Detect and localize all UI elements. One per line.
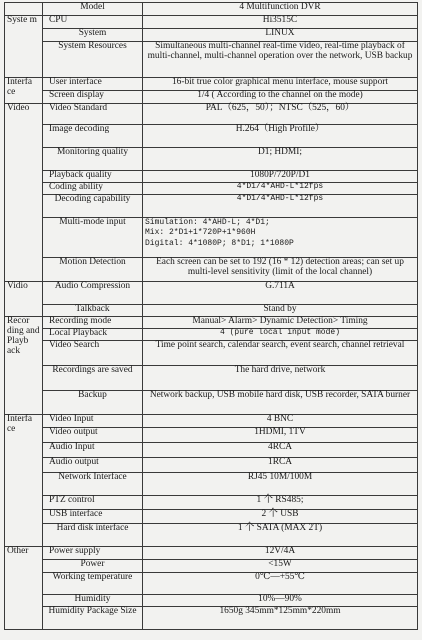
- spec-row-power: [5, 560, 418, 573]
- spec-label: Video Search: [43, 341, 143, 366]
- spec-row-recordings-saved: [5, 366, 418, 391]
- spec-label: Model: [43, 3, 143, 16]
- spec-value: 1RCA: [143, 458, 418, 473]
- category-vidio: Vidio: [5, 282, 43, 317]
- spec-label: Video Input: [43, 415, 143, 428]
- spec-value: 1080P/720P/D1: [143, 171, 418, 183]
- spec-label: Humidity Package Size: [43, 607, 143, 630]
- spec-label: System: [43, 29, 143, 42]
- spec-row-audio-compression: [5, 282, 418, 305]
- spec-label: Hard disk interface: [43, 524, 143, 547]
- spec-value: PAL（625，50）；NTSC（525，60）: [143, 104, 418, 125]
- spec-label: Screen display: [43, 91, 143, 104]
- spec-label: USB interface: [43, 510, 143, 524]
- category-other: Other: [5, 547, 43, 630]
- spec-value: Stand by: [143, 305, 418, 317]
- category-system: Syste m: [5, 16, 43, 78]
- spec-value: G.711A: [143, 282, 418, 305]
- spec-row-local-playback: [5, 329, 418, 341]
- spec-row-recording-mode: [5, 317, 418, 329]
- spec-value-multiline: [143, 218, 418, 258]
- spec-row-video-standard: [5, 104, 418, 125]
- spec-value: 4RCA: [143, 443, 418, 458]
- spec-label: Recordings are saved: [43, 366, 143, 391]
- spec-value: Network backup, USB mobile hard disk, USB recorder, SATA burner: [143, 391, 418, 415]
- spec-label: Audio Compression: [43, 282, 143, 305]
- spec-value: Time point search, calendar search, event search, channel retrieval: [143, 341, 418, 366]
- spec-value: Manual> Alarm> Dynamic Detection> Timing: [143, 317, 418, 329]
- spec-label: CPU: [43, 16, 143, 29]
- spec-label: User interface: [43, 78, 143, 91]
- spec-row-audio-output: [5, 458, 418, 473]
- spec-value: 4*D1/4*AHD-L*12fps: [143, 183, 418, 195]
- spec-row-backup: [5, 391, 418, 415]
- spec-value: 10%—90%: [143, 595, 418, 607]
- category-recording-playback: Recor ding and Playb ack: [5, 317, 43, 415]
- spec-row-usb-interface: [5, 510, 418, 524]
- spec-label: Image decoding: [43, 125, 143, 148]
- spec-label: Monitoring quality: [43, 148, 143, 171]
- spec-row-talkback: [5, 305, 418, 317]
- spec-value: 16-bit true color graphical menu interface, mouse support: [143, 78, 418, 91]
- spec-row-working-temperature: [5, 573, 418, 595]
- spec-row-screen-display: [5, 91, 418, 104]
- spec-value: 1 个 SATA (MAX 2T): [143, 524, 418, 547]
- spec-value: Hi3515C: [143, 16, 418, 29]
- spec-value: H.264（High Profile）: [143, 125, 418, 148]
- spec-row-network-interface: [5, 473, 418, 496]
- spec-label: Audio Input: [43, 443, 143, 458]
- spec-row-decoding-capability: [5, 195, 418, 218]
- spec-value: D1; HDMI;: [143, 148, 418, 171]
- spec-table: [4, 2, 418, 630]
- spec-label: PTZ control: [43, 496, 143, 510]
- spec-label: Power: [43, 560, 143, 573]
- spec-label: System Resources: [43, 42, 143, 78]
- spec-label: Playback quality: [43, 171, 143, 183]
- spec-row-monitoring-quality: [5, 148, 418, 171]
- spec-value: 4 BNC: [143, 415, 418, 428]
- spec-value: 2 个 USB: [143, 510, 418, 524]
- spec-label: Coding ability: [43, 183, 143, 195]
- spec-row-playback-quality: [5, 171, 418, 183]
- spec-value: 12V/4A: [143, 547, 418, 560]
- spec-value: 1/4 ( According to the channel on the mode): [143, 91, 418, 104]
- spec-value: 1HDMI, 1TV: [143, 428, 418, 443]
- spec-label: Motion Detection: [43, 258, 143, 282]
- spec-row-model: [5, 3, 418, 16]
- spec-row-power-supply: [5, 547, 418, 560]
- spec-label: Humidity: [43, 595, 143, 607]
- spec-row-user-interface: [5, 78, 418, 91]
- spec-value: 4*D1/4*AHD-L*12fps: [143, 195, 418, 218]
- spec-row-package-size: [5, 607, 418, 630]
- spec-row-system-resources: [5, 42, 418, 78]
- value-line: Mix: 2*D1+1*720P+1*960H: [145, 228, 256, 238]
- value-line: Simulation: 4*AHD-L; 4*D1;: [145, 218, 270, 227]
- spec-row-humidity: [5, 595, 418, 607]
- category-video: Video: [5, 104, 43, 282]
- category-interface: Interfa ce: [5, 78, 43, 104]
- spec-value: 1 个 RS485;: [143, 496, 418, 510]
- spec-value: RJ45 10M/100M: [143, 473, 418, 496]
- spec-row-coding-ability: [5, 183, 418, 195]
- spec-value: 1650g 345mm*125mm*220mm: [143, 607, 418, 630]
- spec-row-motion-detection: [5, 258, 418, 282]
- spec-row-system: [5, 29, 418, 42]
- category-cell-blank: [5, 3, 43, 16]
- spec-value: 0℃—+55℃: [143, 573, 418, 595]
- spec-row-ptz-control: [5, 496, 418, 510]
- spec-label: Network Interface: [43, 473, 143, 496]
- spec-row-video-search: [5, 341, 418, 366]
- spec-label: Video Standard: [43, 104, 143, 125]
- spec-label: Power supply: [43, 547, 143, 560]
- spec-label: Decoding capability: [43, 195, 143, 218]
- spec-value: Simultaneous multi-channel real-time video, real-time playback of multi-channel, multi-channel operation over the network, USB backup: [143, 42, 418, 78]
- spec-row-video-input: [5, 415, 418, 428]
- spec-label: Backup: [43, 391, 143, 415]
- spec-row-video-output: [5, 428, 418, 443]
- spec-label: Recording mode: [43, 317, 143, 329]
- spec-value: 4 (pure local input mode): [143, 329, 418, 341]
- value-line: Digital: 4*1080P; 8*D1; 1*1080P: [145, 238, 294, 248]
- spec-label: Video output: [43, 428, 143, 443]
- spec-value: LINUX: [143, 29, 418, 42]
- spec-value: The hard drive, network: [143, 366, 418, 391]
- spec-value: 4 Multifunction DVR: [143, 3, 418, 16]
- spec-value: <15W: [143, 560, 418, 573]
- spec-row-audio-input: [5, 443, 418, 458]
- spec-label: Working temperature: [43, 573, 143, 595]
- spec-row-image-decoding: [5, 125, 418, 148]
- category-interface: Interfa ce: [5, 415, 43, 547]
- spec-label: Local Playback: [43, 329, 143, 341]
- spec-row-multi-mode-input: [5, 218, 418, 258]
- spec-label: Multi-mode input: [43, 218, 143, 258]
- spec-label: Talkback: [43, 305, 143, 317]
- spec-row-cpu: [5, 16, 418, 29]
- spec-value: Each screen can be set to 192 (16 * 12) detection areas; can set up multi-level sensitivity (limit of the local channel): [143, 258, 418, 282]
- spec-row-hard-disk-interface: [5, 524, 418, 547]
- spec-label: Audio output: [43, 458, 143, 473]
